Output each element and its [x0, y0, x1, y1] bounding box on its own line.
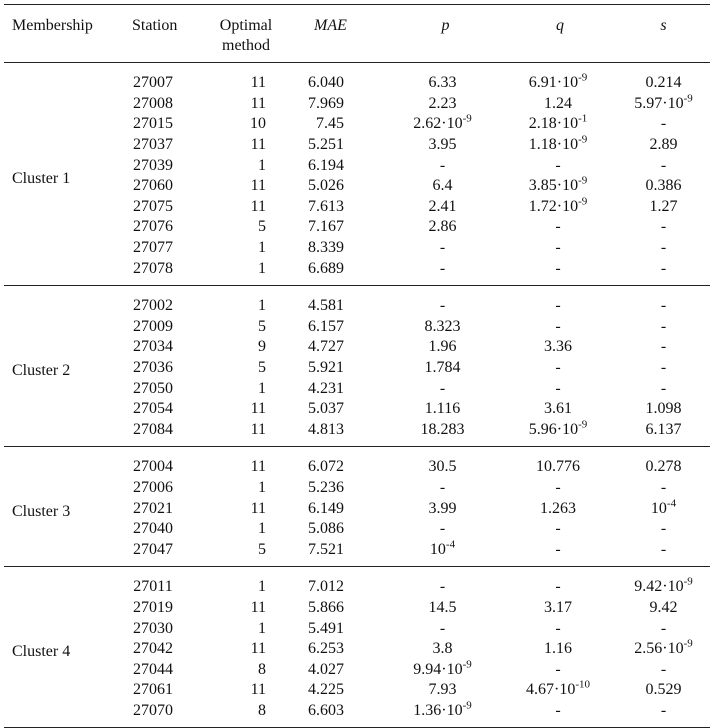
- optimal-method-cell: 11: [250, 598, 266, 616]
- station-cell: 27047: [122, 539, 204, 566]
- s-cell: 1.098: [645, 400, 682, 418]
- station-cell: 27054: [133, 400, 173, 418]
- q-cell: 3.17: [544, 598, 572, 616]
- q-cell: -: [555, 218, 561, 236]
- station-cell: 27078: [122, 258, 204, 285]
- s-cell: -: [660, 218, 667, 236]
- station-cell: 27044: [133, 660, 173, 678]
- s-cell: 1.27: [649, 197, 678, 215]
- station-cell: 27006: [133, 478, 173, 496]
- s-cell: -: [660, 619, 667, 637]
- q-cell: $1.18\cdot 10^{-9}$: [528, 133, 588, 154]
- p-cell: 2.86: [428, 218, 457, 236]
- q-cell: -: [555, 619, 561, 637]
- p-cell: -: [439, 297, 446, 315]
- s-cell: -: [660, 478, 667, 496]
- table-header: [4, 5, 710, 63]
- optimal-method-cell: 11: [250, 499, 266, 517]
- station-cell: 27008: [133, 94, 173, 112]
- s-cell: -: [660, 359, 667, 377]
- p-cell: $10^{-4}$: [388, 539, 503, 566]
- s-cell: -: [660, 520, 667, 538]
- station-cell: 27039: [133, 156, 173, 174]
- table-row: [4, 63, 710, 94]
- cluster-label: Cluster 4: [4, 567, 122, 728]
- optimal-method-cell: 11: [250, 640, 266, 658]
- q-cell: $2.18\cdot 10^{-1}$: [528, 113, 588, 133]
- s-cell: 0.529: [645, 681, 682, 699]
- optimal-method-cell: 1: [258, 520, 266, 538]
- optimal-method-cell: 11: [250, 74, 266, 92]
- mae-cell: 4.813: [288, 420, 388, 447]
- header-p: p: [388, 5, 503, 63]
- header-station: Station: [122, 5, 204, 63]
- optimal-method-cell: 11: [250, 458, 266, 476]
- optimal-method-cell: 1: [258, 578, 266, 596]
- mae-cell: 7.969: [308, 94, 344, 112]
- q-cell: -: [555, 379, 561, 397]
- optimal-method-cell: 5: [258, 359, 266, 377]
- q-cell: 1.263: [540, 499, 576, 517]
- optimal-method-cell: 1: [258, 156, 266, 174]
- s-cell: $2.56\cdot 10^{-9}$: [634, 637, 693, 658]
- station-cell: 27070: [122, 701, 204, 728]
- q-cell: -: [503, 539, 617, 566]
- s-cell: -: [617, 539, 710, 566]
- header-membership: Membership: [4, 5, 122, 63]
- station-cell: 27009: [133, 317, 173, 335]
- optimal-method-cell: 10: [250, 115, 266, 133]
- cluster-label: Cluster 1: [4, 63, 122, 286]
- mae-cell: 5.037: [308, 400, 344, 418]
- s-cell: 9.42: [649, 598, 678, 616]
- header-row: [4, 5, 710, 63]
- station-cell: 27075: [133, 197, 173, 215]
- p-cell: 6.4: [432, 177, 453, 195]
- mae-cell: 6.253: [308, 640, 344, 658]
- mae-cell: 4.231: [308, 379, 344, 397]
- station-cell: 27015: [133, 115, 173, 133]
- s-cell: $9.42\cdot 10^{-9}$: [634, 576, 693, 596]
- q-cell: 1.24: [544, 94, 572, 112]
- station-cell: 27050: [133, 379, 173, 397]
- cluster-label: Cluster 2: [4, 285, 122, 446]
- p-cell: $2.62\cdot 10^{-9}$: [413, 113, 472, 133]
- s-cell: -: [617, 258, 710, 285]
- q-cell: 10.776: [536, 458, 580, 476]
- mae-cell: 5.491: [308, 619, 344, 637]
- optimal-method-cell: 1: [258, 619, 266, 637]
- p-cell: 14.5: [428, 598, 457, 616]
- q-cell: 3.61: [544, 400, 572, 418]
- s-cell: -: [660, 156, 667, 174]
- s-cell: -: [660, 239, 667, 257]
- s-cell: 0.278: [645, 458, 682, 476]
- table-body: [4, 63, 710, 728]
- optimal-method-cell: 11: [250, 681, 266, 699]
- p-cell: 3.95: [428, 136, 457, 154]
- p-cell: 1.116: [424, 400, 461, 418]
- p-cell: -: [439, 619, 446, 637]
- s-cell: 6.137: [617, 420, 710, 447]
- station-cell: 27076: [133, 218, 173, 236]
- p-cell: 7.93: [428, 681, 457, 699]
- optimal-method-cell: 1: [258, 379, 266, 397]
- station-cell: 27061: [133, 681, 173, 699]
- station-cell: 27040: [133, 520, 173, 538]
- station-cell: 27084: [122, 420, 204, 447]
- q-cell: 1.16: [544, 640, 572, 658]
- mae-cell: 4.225: [308, 681, 344, 699]
- mae-cell: 7.521: [288, 539, 388, 566]
- optimal-method-cell: 8: [258, 660, 266, 678]
- p-cell: 3.99: [428, 499, 457, 517]
- station-cell: 27019: [133, 598, 173, 616]
- mae-cell: 6.194: [308, 156, 344, 174]
- p-cell: -: [388, 258, 503, 285]
- optimal-method-cell: 1: [258, 239, 266, 257]
- q-cell: -: [555, 660, 561, 678]
- s-cell: $5.97\cdot 10^{-9}$: [634, 92, 693, 112]
- header-q: q: [503, 5, 617, 63]
- q-cell: $1.72\cdot 10^{-9}$: [528, 195, 588, 215]
- mae-cell: 5.086: [308, 520, 344, 538]
- mae-cell: 7.012: [308, 578, 344, 596]
- p-cell: 6.33: [428, 74, 457, 92]
- p-cell: 1.784: [424, 359, 461, 377]
- station-cell: 27002: [133, 297, 173, 315]
- p-cell: 30.5: [428, 458, 457, 476]
- mae-cell: 5.921: [308, 359, 344, 377]
- q-cell: -: [555, 578, 561, 596]
- optimal-method-cell: 11: [250, 197, 266, 215]
- q-cell: $4.67\cdot 10^{-10}$: [526, 679, 590, 699]
- q-cell: $5.96\cdot 10^{-9}$: [503, 420, 617, 447]
- mae-cell: 4.581: [308, 297, 344, 315]
- optimal-method-cell: 11: [250, 136, 266, 154]
- mae-cell: 8.339: [308, 239, 344, 257]
- table-row: [4, 567, 710, 598]
- station-cell: 27007: [133, 74, 173, 92]
- p-cell: $1.36\cdot 10^{-9}$: [388, 701, 503, 728]
- mae-cell: 6.040: [308, 74, 344, 92]
- header-method-line1: Optimal: [219, 17, 273, 34]
- station-cell: 27034: [133, 338, 173, 356]
- q-cell: -: [555, 359, 561, 377]
- optimal-method-cell: 8: [204, 701, 288, 728]
- optimal-method-cell: 9: [258, 338, 266, 356]
- p-cell: $9.94\cdot 10^{-9}$: [413, 658, 472, 678]
- header-method-line2: method: [222, 37, 270, 54]
- p-cell: 8.323: [424, 317, 461, 335]
- optimal-method-cell: 11: [250, 177, 266, 195]
- mae-cell: 6.603: [288, 701, 388, 728]
- s-cell: 2.89: [649, 136, 678, 154]
- mae-cell: 5.236: [308, 478, 344, 496]
- s-cell: 0.386: [645, 177, 682, 195]
- q-cell: -: [555, 317, 561, 335]
- station-cell: 27030: [133, 619, 173, 637]
- q-cell: -: [555, 239, 561, 257]
- optimal-method-cell: 11: [204, 420, 288, 447]
- mae-cell: 7.45: [316, 115, 344, 133]
- station-cell: 27004: [133, 458, 173, 476]
- header-optimal-method: [204, 5, 288, 63]
- mae-cell: 7.167: [308, 218, 344, 236]
- mae-cell: 6.157: [308, 317, 344, 335]
- p-cell: 2.23: [428, 94, 457, 112]
- header-mae: MAE: [288, 5, 388, 63]
- p-cell: -: [439, 156, 446, 174]
- p-cell: 18.283: [388, 420, 503, 447]
- optimal-method-cell: 5: [204, 539, 288, 566]
- s-cell: -: [660, 115, 667, 133]
- q-cell: 3.36: [544, 338, 572, 356]
- q-cell: -: [555, 297, 561, 315]
- p-cell: 2.41: [428, 197, 457, 215]
- station-cell: 27037: [133, 136, 173, 154]
- station-cell: 27036: [133, 359, 173, 377]
- p-cell: 1.96: [428, 338, 457, 356]
- q-cell: -: [555, 520, 561, 538]
- mae-cell: 6.689: [288, 258, 388, 285]
- q-cell: $3.85\cdot 10^{-9}$: [528, 174, 588, 195]
- p-cell: -: [439, 578, 446, 596]
- station-cell: 27077: [133, 239, 173, 257]
- header-s: s: [617, 5, 710, 63]
- mae-cell: 5.866: [308, 598, 344, 616]
- s-cell: $10^{-4}$: [650, 497, 677, 517]
- optimal-method-cell: 11: [250, 400, 266, 418]
- results-table: [4, 4, 710, 728]
- mae-cell: 5.251: [308, 136, 344, 154]
- mae-cell: 6.149: [308, 499, 344, 517]
- results-table-container: [4, 4, 710, 728]
- station-cell: 27021: [133, 499, 173, 517]
- table-row: [4, 447, 710, 478]
- p-cell: -: [439, 379, 446, 397]
- s-cell: -: [660, 317, 667, 335]
- optimal-method-cell: 1: [258, 478, 266, 496]
- mae-cell: 5.026: [308, 177, 344, 195]
- cluster-label: Cluster 3: [4, 447, 122, 567]
- s-cell: -: [660, 660, 667, 678]
- q-cell: -: [503, 701, 617, 728]
- mae-cell: 7.613: [308, 197, 344, 215]
- optimal-method-cell: 5: [258, 317, 266, 335]
- optimal-method-cell: 1: [258, 297, 266, 315]
- station-cell: 27060: [133, 177, 173, 195]
- q-cell: $6.91\cdot 10^{-9}$: [528, 71, 588, 92]
- station-cell: 27011: [133, 578, 173, 596]
- p-cell: -: [439, 520, 446, 538]
- s-cell: -: [617, 701, 710, 728]
- optimal-method-cell: 5: [258, 218, 266, 236]
- optimal-method-cell: 1: [204, 258, 288, 285]
- station-cell: 27042: [133, 640, 173, 658]
- mae-cell: 6.072: [308, 458, 344, 476]
- mae-cell: 4.727: [308, 338, 344, 356]
- s-cell: -: [660, 338, 667, 356]
- q-cell: -: [503, 258, 617, 285]
- p-cell: -: [439, 239, 446, 257]
- s-cell: -: [660, 297, 667, 315]
- p-cell: 3.8: [432, 640, 453, 658]
- s-cell: -: [660, 379, 667, 397]
- optimal-method-cell: 11: [250, 94, 266, 112]
- q-cell: -: [555, 478, 561, 496]
- table-row: [4, 285, 710, 316]
- s-cell: 0.214: [645, 74, 682, 92]
- q-cell: -: [555, 156, 561, 174]
- p-cell: -: [439, 478, 446, 496]
- mae-cell: 4.027: [308, 660, 344, 678]
